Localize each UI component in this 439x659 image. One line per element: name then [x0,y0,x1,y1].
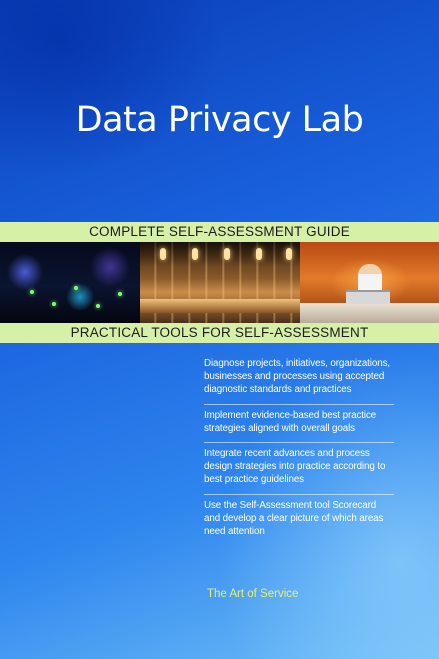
photo-concert [0,242,140,323]
publisher-name: The Art of Service [207,588,299,600]
feature-item: Integrate recent advances and process design strategies into practice according to best practice guidelines [204,443,394,495]
feature-item: Diagnose projects, initiatives, organizations, businesses and processes using accepted diagnostic standards and practices [204,353,394,405]
photo-office-worker [300,242,439,323]
guide-band-bottom: PRACTICAL TOOLS FOR SELF-ASSESSMENT [0,323,439,343]
book-title: Data Privacy Lab [75,100,364,140]
photo-restaurant [140,242,300,323]
feature-item: Use the Self-Assessment tool Scorecard and develop a clear picture of which areas need attention [204,499,384,538]
feature-list [204,353,394,545]
photo-strip [0,242,439,323]
feature-item: Implement evidence-based best practice strategies aligned with overall goals [204,405,394,443]
guide-band-top: COMPLETE SELF-ASSESSMENT GUIDE [0,222,439,242]
